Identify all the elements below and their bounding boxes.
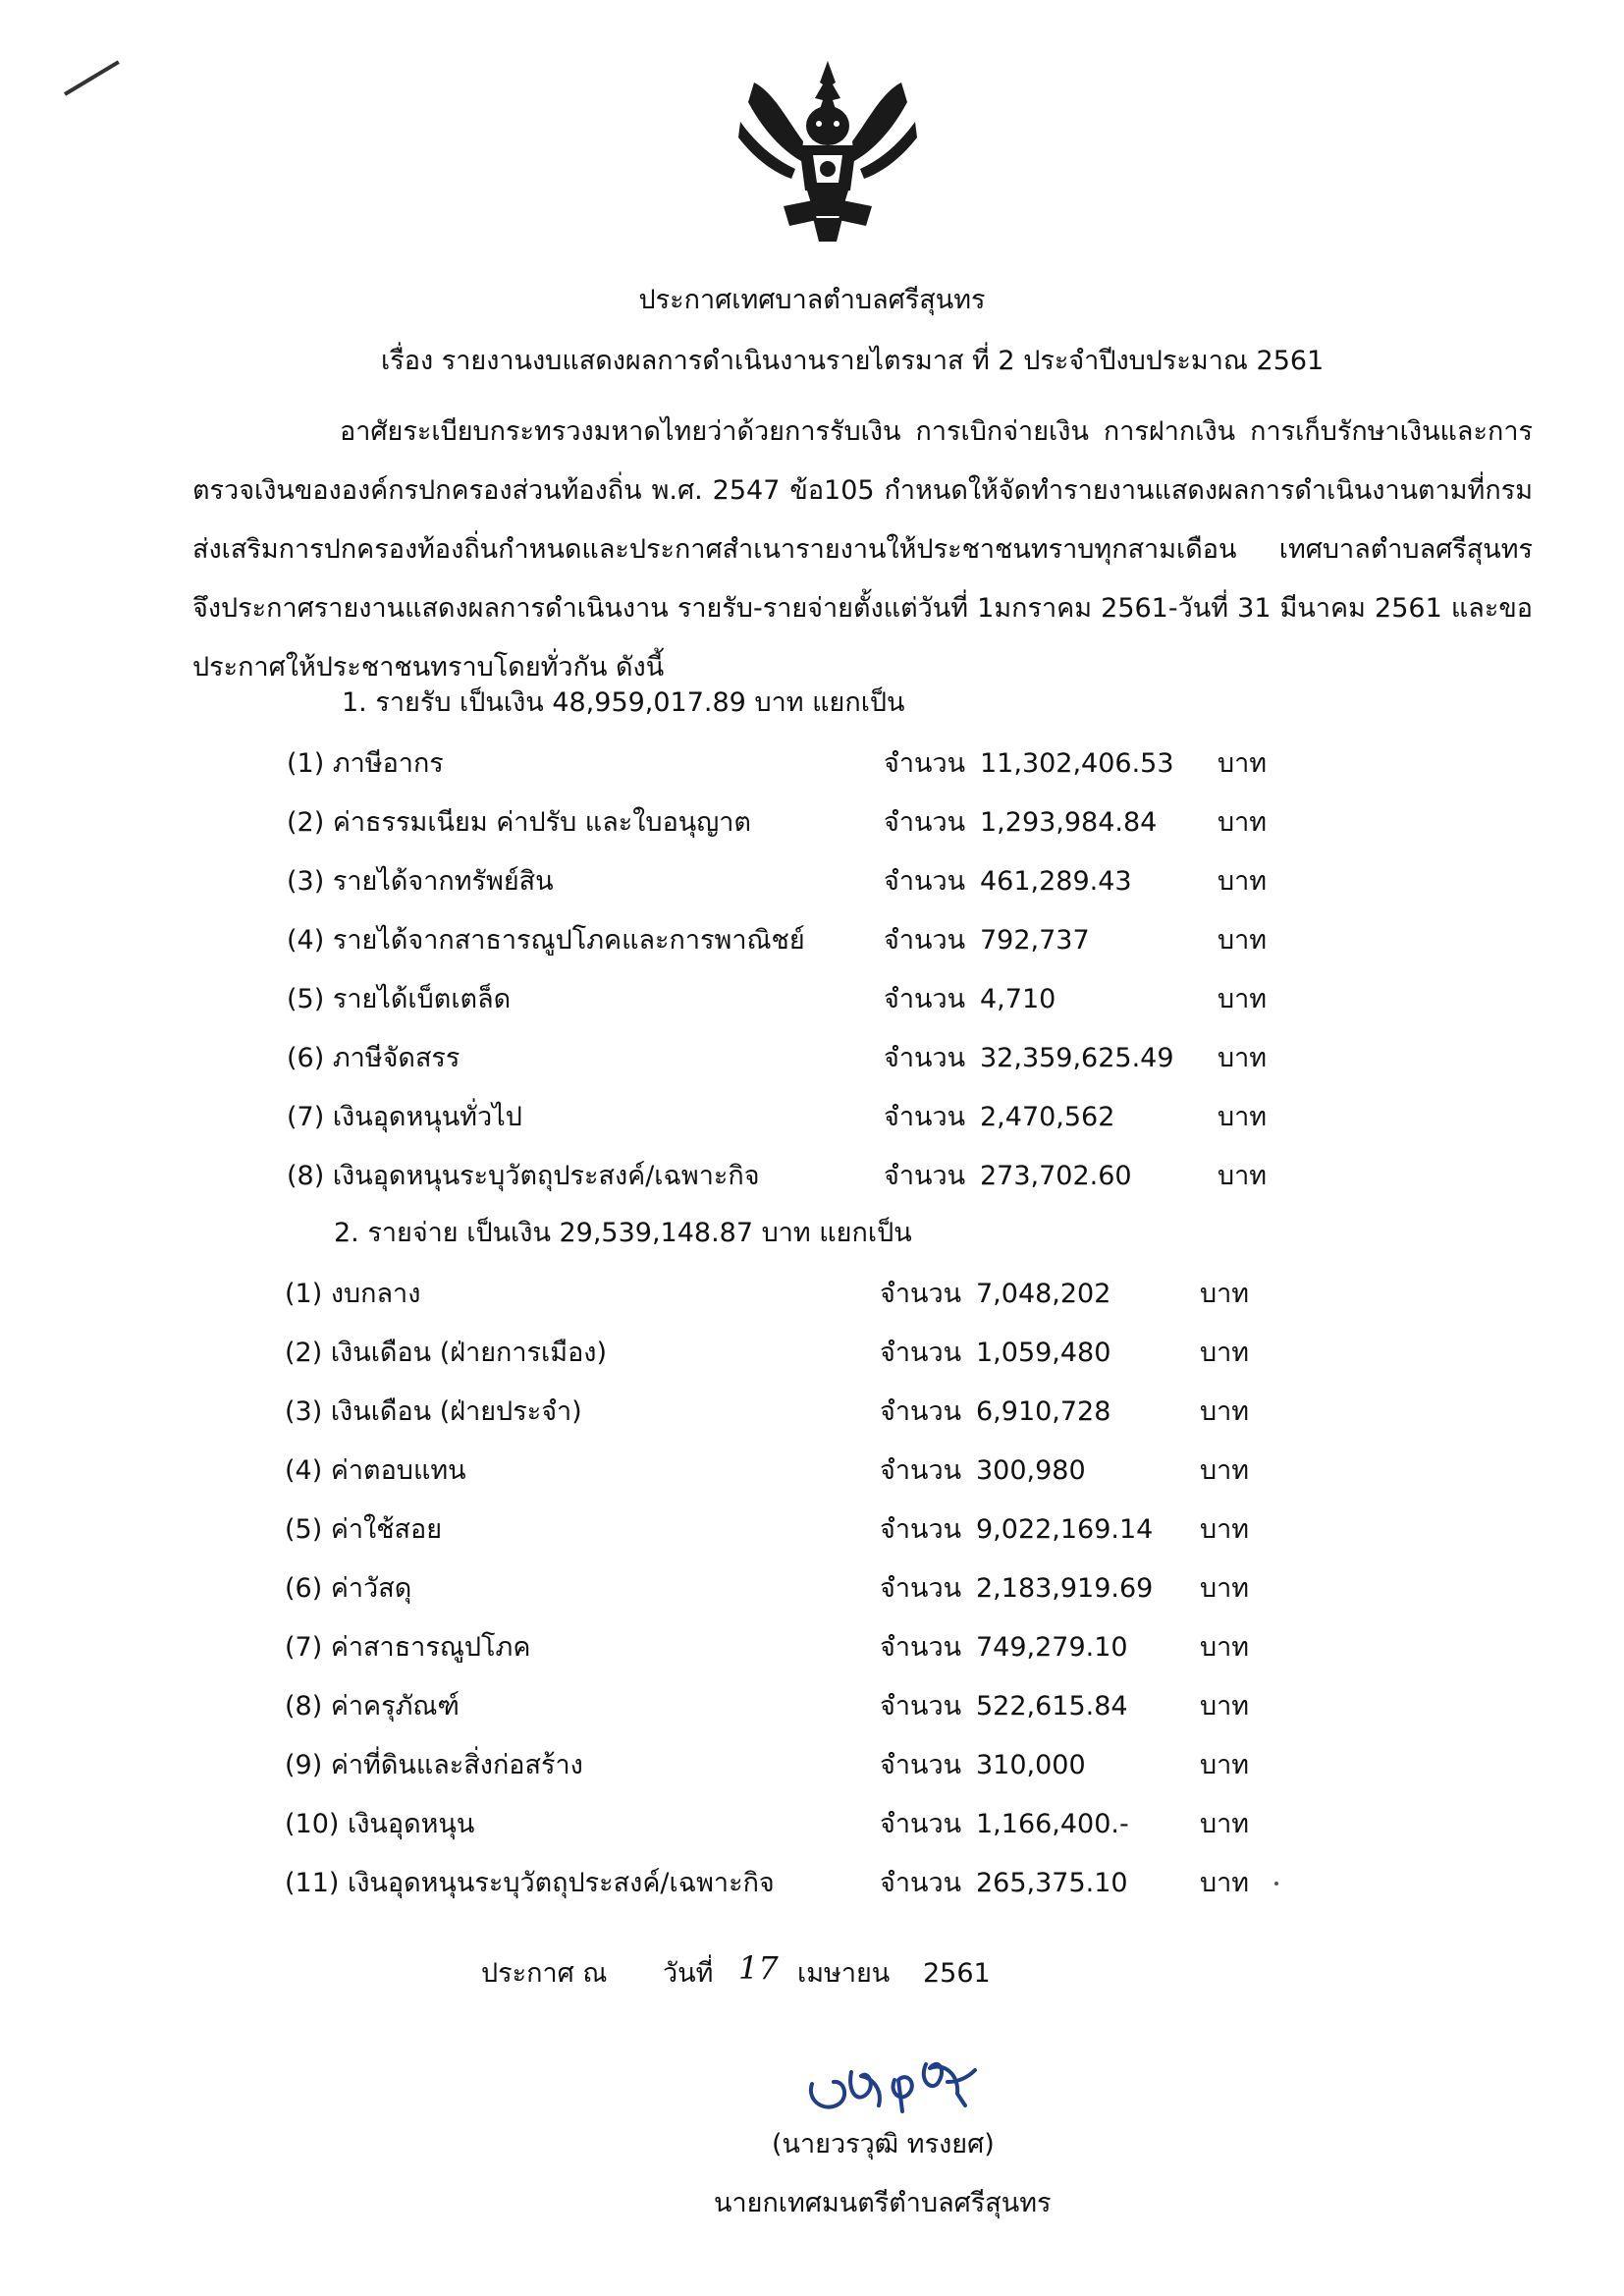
expense-item-label: (7) ค่าสาธารณูปโภค — [285, 1632, 531, 1663]
pen-mark — [64, 60, 120, 95]
document-subject: เรื่อง รายงานงบแสดงผลการดำเนินงานรายไตรมาส ที่ 2 ประจำปีงบประมาณ 2561 — [381, 346, 1325, 376]
income-item-label: (7) เงินอุดหนุนทั่วไป — [287, 1102, 522, 1132]
expense-item-label: (3) เงินเดือน (ฝ่ายประจำ) — [285, 1396, 582, 1427]
expense-item-amount: 310,000 — [976, 1750, 1086, 1780]
income-item-row — [287, 1098, 1296, 1137]
expense-item-unit: บาท — [1200, 1279, 1250, 1309]
expense-item-unit: บาท — [1200, 1750, 1250, 1780]
income-item-amount-word: จำนวน — [884, 1161, 966, 1191]
income-item-unit: บาท — [1218, 1102, 1268, 1132]
income-item-row — [287, 862, 1296, 902]
income-item-label: (6) ภาษีจัดสรร — [287, 1043, 460, 1073]
expense-item-label: (5) ค่าใช้สอย — [285, 1514, 443, 1545]
announce-month: เมษายน — [797, 1958, 891, 1989]
expense-item-row — [285, 1569, 1278, 1609]
expense-item-label: (8) ค่าครุภัณฑ์ — [285, 1691, 460, 1722]
income-item-amount: 273,702.60 — [980, 1161, 1132, 1191]
expense-item-row — [285, 1628, 1278, 1667]
expense-item-label: (10) เงินอุดหนุน — [285, 1809, 475, 1839]
expense-item-unit: บาท — [1200, 1396, 1250, 1427]
expense-item-amount: 522,615.84 — [976, 1691, 1128, 1722]
income-item-unit: บาท — [1218, 1043, 1268, 1073]
expense-item-amount-word: จำนวน — [880, 1868, 962, 1898]
expense-item-unit: บาท — [1200, 1691, 1250, 1722]
expense-item-amount-word: จำนวน — [880, 1455, 962, 1486]
expense-item-amount: 9,022,169.14 — [976, 1514, 1154, 1545]
income-item-amount-word: จำนวน — [884, 807, 966, 838]
signatory-position: นายกเทศมนตรีตำบลศรีสุนทร — [714, 2188, 1052, 2218]
income-item-amount-word: จำนวน — [884, 748, 966, 779]
income-item-label: (3) รายได้จากทรัพย์สิน — [287, 866, 554, 897]
expense-item-amount-word: จำนวน — [880, 1573, 962, 1604]
handwritten-signature — [800, 2023, 997, 2121]
expense-item-label: (11) เงินอุดหนุนระบุวัตถุประสงค์/เฉพาะกิจ — [285, 1868, 775, 1898]
expense-item-amount-word: จำนวน — [880, 1279, 962, 1309]
income-item-label: (8) เงินอุดหนุนระบุวัตถุประสงค์/เฉพาะกิจ — [287, 1161, 760, 1191]
expense-item-row — [285, 1746, 1278, 1785]
income-item-amount-word: จำนวน — [884, 1102, 966, 1132]
income-item-amount: 792,737 — [980, 925, 1090, 956]
expense-item-amount-word: จำนวน — [880, 1809, 962, 1839]
expense-item-amount-word: จำนวน — [880, 1632, 962, 1663]
income-item-row — [287, 980, 1296, 1019]
expense-item-row — [285, 1275, 1278, 1314]
income-item-amount: 2,470,562 — [980, 1102, 1115, 1132]
income-item-unit: บาท — [1218, 748, 1268, 779]
expense-item-row — [285, 1393, 1278, 1432]
income-item-label: (5) รายได้เบ็ตเตล็ด — [287, 984, 512, 1014]
income-item-amount-word: จำนวน — [884, 925, 966, 956]
announce-year: 2561 — [923, 1958, 991, 1989]
expense-item-amount: 2,183,919.69 — [976, 1573, 1154, 1604]
expense-item-row — [285, 1864, 1278, 1903]
expense-item-amount-word: จำนวน — [880, 1338, 962, 1368]
announce-prefix: ประกาศ ณ — [481, 1958, 608, 1989]
expense-item-row — [285, 1805, 1278, 1844]
expense-item-amount-word: จำนวน — [880, 1750, 962, 1780]
expense-item-amount: 1,059,480 — [976, 1338, 1111, 1368]
expense-item-amount-word: จำนวน — [880, 1514, 962, 1545]
income-item-row — [287, 1039, 1296, 1078]
income-item-row — [287, 921, 1296, 960]
expense-item-amount: 300,980 — [976, 1455, 1086, 1486]
expense-item-label: (2) เงินเดือน (ฝ่ายการเมือง) — [285, 1338, 608, 1368]
income-item-amount-word: จำนวน — [884, 984, 966, 1014]
expense-item-label: (4) ค่าตอบแทน — [285, 1455, 466, 1486]
income-item-amount-word: จำนวน — [884, 866, 966, 897]
income-item-unit: บาท — [1218, 984, 1268, 1014]
expense-item-unit: บาท — [1200, 1809, 1250, 1839]
expense-item-unit: บาท — [1200, 1868, 1250, 1898]
income-item-unit: บาท — [1218, 1161, 1268, 1191]
expense-item-row — [285, 1687, 1278, 1726]
income-item-unit: บาท — [1218, 925, 1268, 956]
expense-item-row — [285, 1510, 1278, 1550]
income-item-label: (2) ค่าธรรมเนียม ค่าปรับ และใบอนุญาต — [287, 807, 751, 838]
expense-item-amount: 265,375.10 — [976, 1868, 1128, 1898]
expense-item-label: (9) ค่าที่ดินและสิ่งก่อสร้าง — [285, 1750, 583, 1780]
expense-item-row — [285, 1334, 1278, 1373]
expense-item-amount: 1,166,400.- — [976, 1809, 1129, 1839]
income-item-label: (4) รายได้จากสาธารณูปโภคและการพาณิชย์ — [287, 925, 805, 956]
income-item-amount: 461,289.43 — [980, 866, 1132, 897]
expense-item-amount-word: จำนวน — [880, 1691, 962, 1722]
expense-item-label: (6) ค่าวัสดุ — [285, 1573, 412, 1604]
signatory-name: (นายวรวุฒิ ทรงยศ) — [772, 2129, 995, 2159]
income-item-unit: บาท — [1218, 807, 1268, 838]
body-paragraph — [192, 403, 1533, 697]
expense-item-unit: บาท — [1200, 1632, 1250, 1663]
expense-heading: 2. รายจ่าย เป็นเงิน 29,539,148.87 บาท แยกเป็น — [334, 1218, 912, 1248]
income-item-amount: 32,359,625.49 — [980, 1043, 1174, 1073]
expense-item-unit: บาท — [1200, 1338, 1250, 1368]
stray-dot — [1274, 1882, 1278, 1886]
announce-day-label: วันที่ — [663, 1958, 714, 1989]
income-item-amount: 4,710 — [980, 984, 1056, 1014]
expense-item-unit: บาท — [1200, 1573, 1250, 1604]
income-item-row — [287, 744, 1296, 784]
body-paragraph-text: อาศัยระเบียบกระทรวงมหาดไทยว่าด้วยการรับเงิน การเบิกจ่ายเงิน การฝากเงิน การเก็บรักษาเงินและการตรวจเงินขององค์กรปกครองส่วนท้องถิ่น พ.ศ. 2547 ข้อ105 กำหนดให้จัดทำรายงานแสดงผลการดำเนินงานตามที่กรมส่งเสริมการปกครองท้องถิ่นกำหนดและประกาศสำเนารายงานให้ประชาชนทราบทุกสามเดือน เทศบาลตำบลศรีสุนทร จึงประกาศรายงานแสดงผลการดำเนินงาน รายรับ-รายจ่ายตั้งแต่วันที่ 1มกราคม 2561-วันที่ 31 มีนาคม 2561 และขอประกาศให้ประชาชนทราบโดยทั่วกัน ดังนี้ — [192, 416, 1533, 683]
expense-item-amount-word: จำนวน — [880, 1396, 962, 1427]
income-item-unit: บาท — [1218, 866, 1268, 897]
income-item-amount: 11,302,406.53 — [980, 748, 1174, 779]
income-item-amount-word: จำนวน — [884, 1043, 966, 1073]
expense-item-unit: บาท — [1200, 1455, 1250, 1486]
expense-item-amount: 7,048,202 — [976, 1279, 1111, 1309]
expense-item-unit: บาท — [1200, 1514, 1250, 1545]
expense-item-amount: 749,279.10 — [976, 1632, 1128, 1663]
expense-item-label: (1) งบกลาง — [285, 1279, 421, 1309]
expense-item-row — [285, 1451, 1278, 1491]
announce-day: 17 — [738, 1949, 779, 1987]
income-item-row — [287, 803, 1296, 843]
income-item-label: (1) ภาษีอากร — [287, 748, 444, 779]
expense-item-amount: 6,910,728 — [976, 1396, 1111, 1427]
garuda-emblem-icon — [734, 53, 921, 246]
document-title: ประกาศเทศบาลตำบลศรีสุนทร — [638, 285, 986, 315]
income-item-row — [287, 1157, 1296, 1196]
income-item-amount: 1,293,984.84 — [980, 807, 1158, 838]
income-heading: 1. รายรับ เป็นเงิน 48,959,017.89 บาท แยกเป็น — [342, 687, 905, 718]
